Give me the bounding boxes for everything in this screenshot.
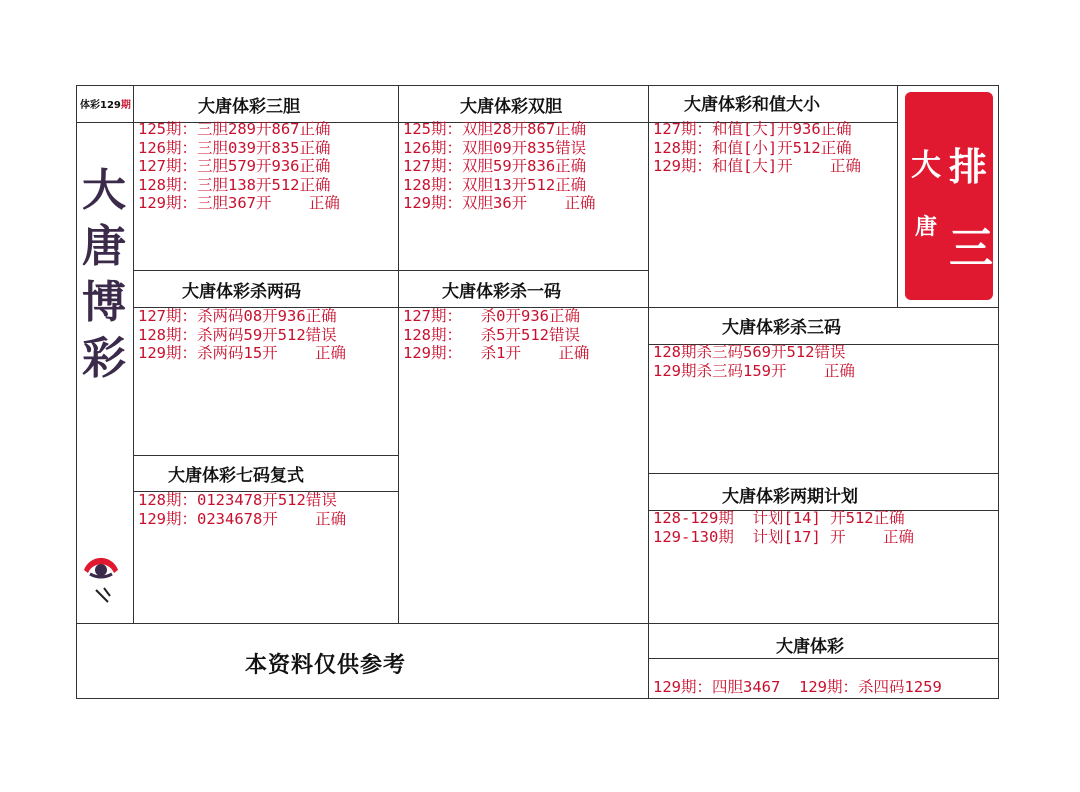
seal-char: 唐 <box>915 214 938 240</box>
list-item: 125期：三胆289开867正确 <box>138 120 331 138</box>
divider <box>648 85 649 699</box>
brand-char: 唐 <box>82 221 126 272</box>
brand-char: 大 <box>82 165 126 216</box>
panel-title-ticai: 大唐体彩 <box>776 637 844 657</box>
issue-tag-suffix: 期 <box>120 100 131 111</box>
footer-note: 本资料仅供参考 <box>245 653 407 678</box>
divider <box>76 623 999 624</box>
divider <box>897 85 898 307</box>
brand-char: 彩 <box>82 333 126 384</box>
list-item: 127期： 杀0开936正确 <box>403 307 580 325</box>
logo-icon <box>80 540 122 610</box>
list-item: 126期：三胆039开835正确 <box>138 138 331 157</box>
list-item: 128期：三胆138开512正确 <box>138 175 331 194</box>
list-item: 126期：双胆09开835错误 <box>403 138 587 157</box>
panel-title-sandan: 大唐体彩三胆 <box>198 97 300 117</box>
list-item: 129-130期 计划[17] 开 正确 <box>653 527 914 546</box>
list-item: 128-129期 计划[14] 开512正确 <box>653 509 905 527</box>
list-item: 129期：三胆367开 正确 <box>138 194 340 213</box>
list-item: 129期：和值[大]开 正确 <box>653 157 861 176</box>
list-item: 128期杀三码569开512错误 <box>653 343 846 361</box>
list-item: 127期：双胆59开836正确 <box>403 157 587 176</box>
list-item: 127期：和值[大]开936正确 <box>653 120 852 138</box>
divider <box>133 85 134 624</box>
panel-title-qima: 大唐体彩七码复式 <box>168 466 304 486</box>
panel-title-shuangdan: 大唐体彩双胆 <box>460 97 562 117</box>
divider <box>648 307 999 308</box>
panel-rows-shuangdan <box>403 120 596 213</box>
seal-char: 三 <box>949 223 993 274</box>
divider <box>648 473 999 474</box>
panel-rows-sha-sanma <box>653 343 855 380</box>
divider <box>133 455 399 456</box>
list-item: 128期： 杀5开512错误 <box>403 325 580 344</box>
panel-rows-ticai <box>653 678 942 697</box>
list-item: 129期：双胆36开 正确 <box>403 194 596 213</box>
list-item: 129期：四胆3467 129期：杀四码1259 <box>653 678 942 696</box>
divider <box>398 85 399 624</box>
list-item: 128期：和值[小]开512正确 <box>653 138 852 157</box>
brand-char: 博 <box>82 277 126 328</box>
panel-title-sha-sanma: 大唐体彩杀三码 <box>722 318 841 338</box>
panel-rows-sha-yima <box>403 307 589 363</box>
list-item: 129期：杀两码15开 正确 <box>138 344 346 363</box>
panel-title-hezhi: 大唐体彩和值大小 <box>684 95 820 115</box>
list-item: 127期：三胆579开936正确 <box>138 157 331 176</box>
issue-tag-prefix: 体彩129 <box>80 100 121 111</box>
list-item: 127期：杀两码08开936正确 <box>138 307 337 325</box>
list-item: 129期杀三码159开 正确 <box>653 361 855 380</box>
seal-char: 排 <box>949 144 988 189</box>
list-item: 129期： 杀1开 正确 <box>403 344 590 363</box>
panel-rows-qima <box>138 491 346 528</box>
seal-char: 大 <box>911 148 941 183</box>
panel-title-sha-liangma: 大唐体彩杀两码 <box>182 282 301 302</box>
list-item: 125期：双胆28开867正确 <box>403 120 587 138</box>
panel-rows-hezhi <box>653 120 861 176</box>
list-item: 129期：0234678开 正确 <box>138 509 347 528</box>
divider <box>648 658 999 659</box>
panel-rows-liangqi <box>653 509 914 546</box>
list-item: 128期：杀两码59开512错误 <box>138 325 337 344</box>
brand-vertical <box>80 165 128 385</box>
seal-stamp <box>905 92 993 300</box>
list-item: 128期：双胆13开512正确 <box>403 175 587 194</box>
panel-rows-sha-liangma <box>138 307 346 363</box>
issue-tag <box>80 96 131 111</box>
divider <box>133 270 649 271</box>
panel-rows-sandan <box>138 120 340 213</box>
panel-title-liangqi: 大唐体彩两期计划 <box>722 487 858 507</box>
panel-title-sha-yima: 大唐体彩杀一码 <box>442 282 561 302</box>
list-item: 128期：0123478开512错误 <box>138 491 337 509</box>
